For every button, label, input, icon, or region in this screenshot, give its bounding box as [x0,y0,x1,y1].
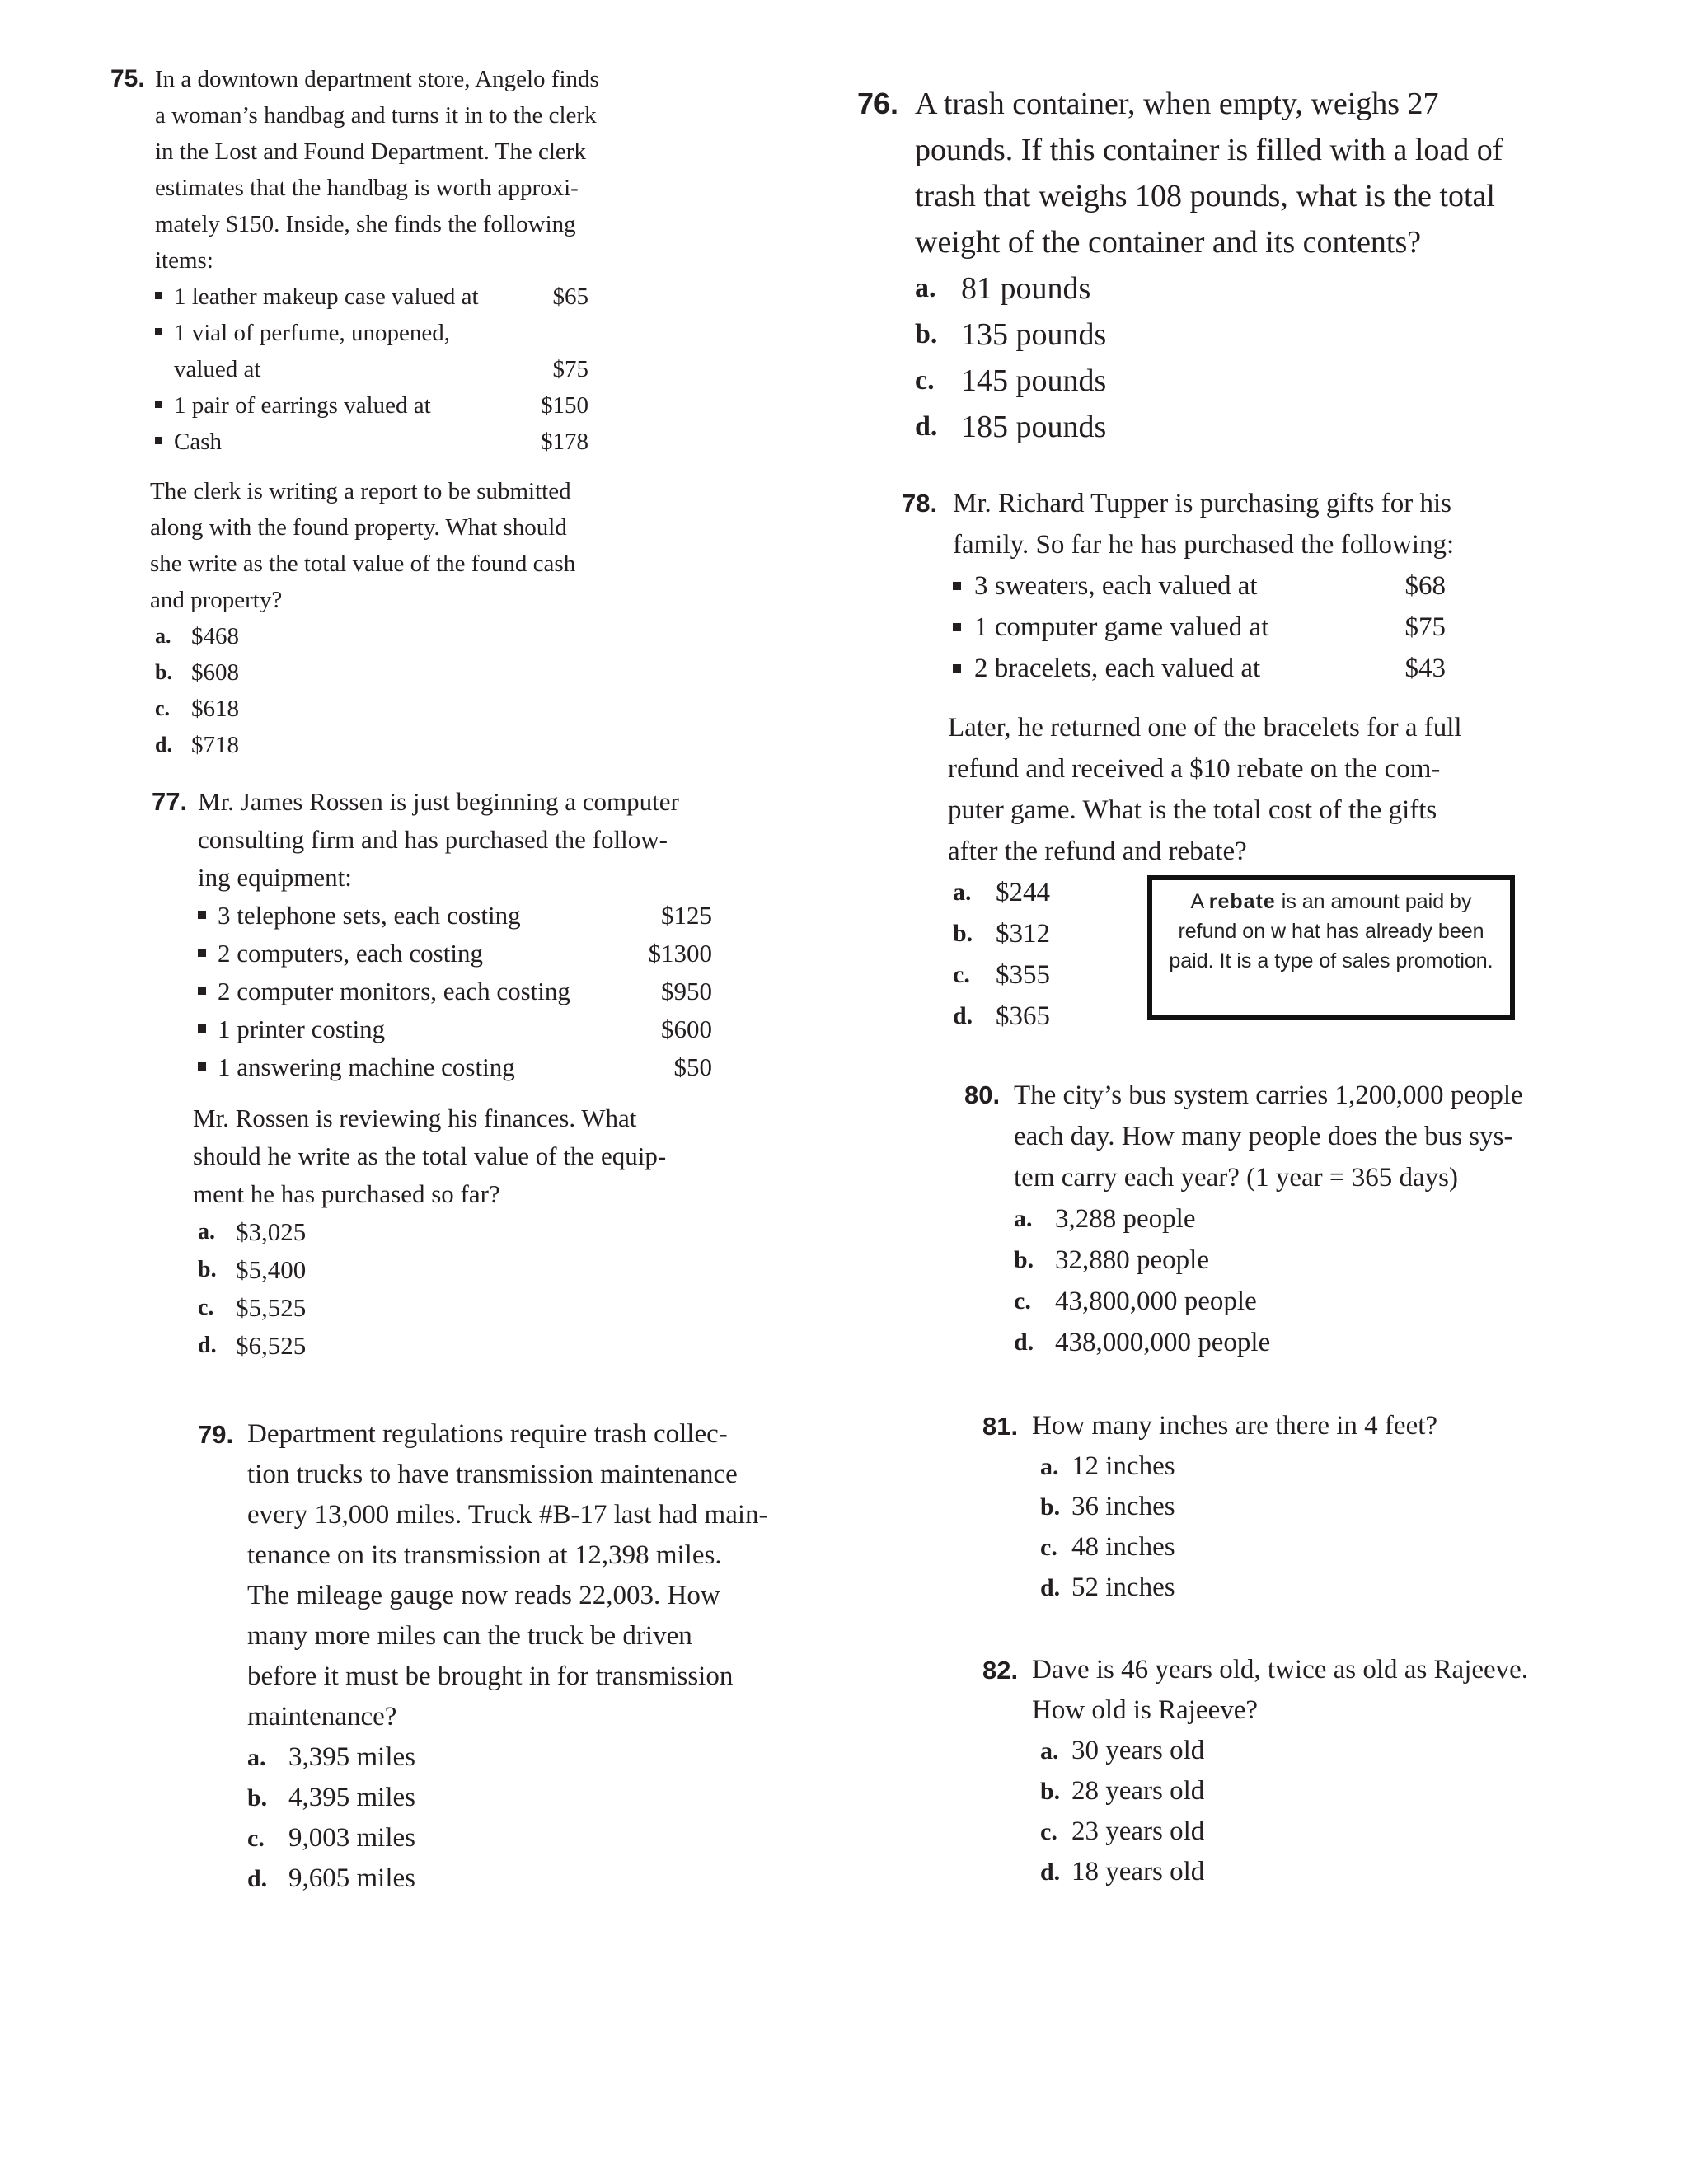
answer-options [915,265,1566,450]
square-bullet-icon [198,949,206,957]
answer-option[interactable]: c. 23 years old [1040,1816,1205,1846]
answer-option[interactable]: c. $618 [155,696,239,722]
answer-option[interactable]: d. $718 [155,732,239,758]
question-prompt: Mr. Rossen is reviewing his finances. What should he write as the total value of the equip- ment he has purchased so far? [193,1104,667,1208]
question-82 [982,1650,1559,1892]
answer-option[interactable]: a. 3,395 miles [247,1742,415,1772]
question-79 [198,1414,791,1899]
list-item: 2 computer monitors, each costing $950 [198,972,712,1010]
square-bullet-icon [953,623,961,631]
square-bullet-icon [953,664,961,673]
square-bullet-icon [198,1062,206,1071]
answer-option[interactable]: b. 36 inches [1040,1492,1175,1521]
answer-option[interactable]: c. 145 pounds [915,363,1107,398]
question-stem: In a downtown department store, Angelo finds a woman’s handbag and turns it in to the clerk in the Lost and Found Department. The clerk estimates that the handbag is worth approxi- mately $150. Inside, she finds the following items: [155,66,599,274]
square-bullet-icon [198,911,206,919]
answer-option[interactable]: d. 52 inches [1040,1572,1175,1602]
answer-option[interactable]: c. 9,003 miles [247,1823,415,1853]
answer-option[interactable]: b. $608 [155,659,239,686]
answer-option[interactable]: a. $468 [155,623,239,649]
question-number: 78. [902,489,938,518]
list-item: 1 vial of perfume, unopened, valued at $75 [155,315,621,387]
answer-option[interactable]: a. 30 years old [1040,1736,1205,1765]
answer-option[interactable]: d. 18 years old [1040,1857,1205,1886]
answer-option[interactable]: a. $3,025 [198,1217,307,1246]
question-81 [982,1406,1559,1608]
answer-option[interactable]: c. 43,800,000 people [1014,1286,1257,1316]
question-prompt: Later, he returned one of the bracelets for a full refund and received a $10 rebate on the com- puter game. What is the total cost of the gifts after the refund and rebate? [948,713,1462,866]
answer-option[interactable]: b. $312 [953,919,1050,949]
answer-option[interactable]: b. 4,395 miles [247,1783,415,1812]
answer-options [1014,1198,1558,1363]
answer-options [1040,1731,1559,1892]
list-item: Cash $178 [155,424,621,460]
question-stem: Mr. James Rossen is just beginning a computer consulting firm and has purchased the follow- ing equipment: [198,787,679,892]
square-bullet-icon [155,328,162,335]
question-number: 76. [857,87,899,120]
list-item: 1 leather makeup case valued at $65 [155,279,621,315]
list-item: 3 sweaters, each valued at $68 [953,565,1479,607]
answer-option[interactable]: b. 28 years old [1040,1776,1205,1806]
question-stem: Mr. Richard Tupper is purchasing gifts for his family. So far he has purchased the following: [953,489,1455,560]
question-stem: Dave is 46 years old, twice as old as Rajeeve. How old is Rajeeve? [1032,1655,1529,1725]
answer-option[interactable]: c. $355 [953,960,1050,990]
answer-option[interactable]: a. 81 pounds [915,271,1091,306]
question-number: 79. [198,1420,234,1449]
answer-options [247,1737,791,1899]
list-item: 2 bracelets, each valued at $43 [953,648,1479,689]
question-number: 77. [152,787,188,816]
answer-options [1040,1446,1559,1608]
question-stem: Department regulations require trash collec- tion trucks to have transmission maintenance every 13,000 miles. Truck #B-17 last had main- tenance on its transmission at 12,398 miles. The mileage gauge now reads 22,003. How many more miles can the truck be driven before it must be brought in for transmission maintenance? [247,1419,768,1732]
square-bullet-icon [198,987,206,995]
question-75 [110,61,621,763]
list-item: 3 telephone sets, each costing $125 [198,897,712,935]
question-number: 80. [964,1080,1001,1109]
answer-option[interactable]: c. $5,525 [198,1293,307,1322]
rebate-term: rebate [1208,890,1276,913]
question-77 [152,783,712,1365]
list-item: 1 computer game valued at $75 [953,607,1479,648]
answer-option[interactable]: a. $244 [953,878,1050,907]
answer-option[interactable]: d. 438,000,000 people [1014,1328,1271,1357]
answer-option[interactable]: b. $5,400 [198,1255,307,1284]
square-bullet-icon [953,582,961,590]
item-list [198,897,712,1086]
question-stem: The city’s bus system carries 1,200,000 people each day. How many people does the bus sys- tem carry each year? (1 year = 365 days) [1014,1080,1523,1193]
answer-option[interactable]: a. 12 inches [1040,1451,1175,1481]
answer-options [155,618,621,763]
square-bullet-icon [155,292,162,299]
question-stem: How many inches are there in 4 feet? [1032,1411,1438,1441]
list-item: 1 printer costing $600 [198,1010,712,1048]
square-bullet-icon [155,401,162,408]
question-stem: A trash container, when empty, weighs 27 pounds. If this container is filled with a load of trash that weighs 108 pounds, what is the total weight of the container and its contents? [915,87,1503,260]
question-number: 82. [982,1656,1019,1685]
question-prompt: The clerk is writing a report to be submitted along with the found property. What should she write as the total value of the found cash and property? [150,478,576,613]
answer-option[interactable]: d. $6,525 [198,1331,307,1360]
list-item: 1 answering machine costing $50 [198,1048,712,1086]
answer-option[interactable]: c. 48 inches [1040,1532,1175,1562]
answer-option[interactable]: b. 135 pounds [915,317,1107,352]
answer-options [198,1213,712,1365]
square-bullet-icon [155,437,162,444]
question-number: 81. [982,1412,1019,1441]
answer-option[interactable]: d. 9,605 miles [247,1863,415,1893]
question-number: 75. [110,65,145,92]
answer-option[interactable]: d. 185 pounds [915,410,1107,444]
item-list [953,565,1479,689]
answer-option[interactable]: b. 32,880 people [1014,1245,1209,1275]
item-list [155,279,621,460]
square-bullet-icon [198,1024,206,1033]
question-76 [857,81,1566,450]
rebate-definition-box: A rebate is an amount paid by refund on w hat has already been paid. It is a type of sales promotion. [1147,875,1515,1020]
answer-option[interactable]: a. 3,288 people [1014,1204,1196,1234]
list-item: 2 computers, each costing $1300 [198,935,712,972]
question-80 [964,1075,1558,1363]
list-item: 1 pair of earrings valued at $150 [155,387,621,424]
answer-option[interactable]: d. $365 [953,1001,1050,1031]
